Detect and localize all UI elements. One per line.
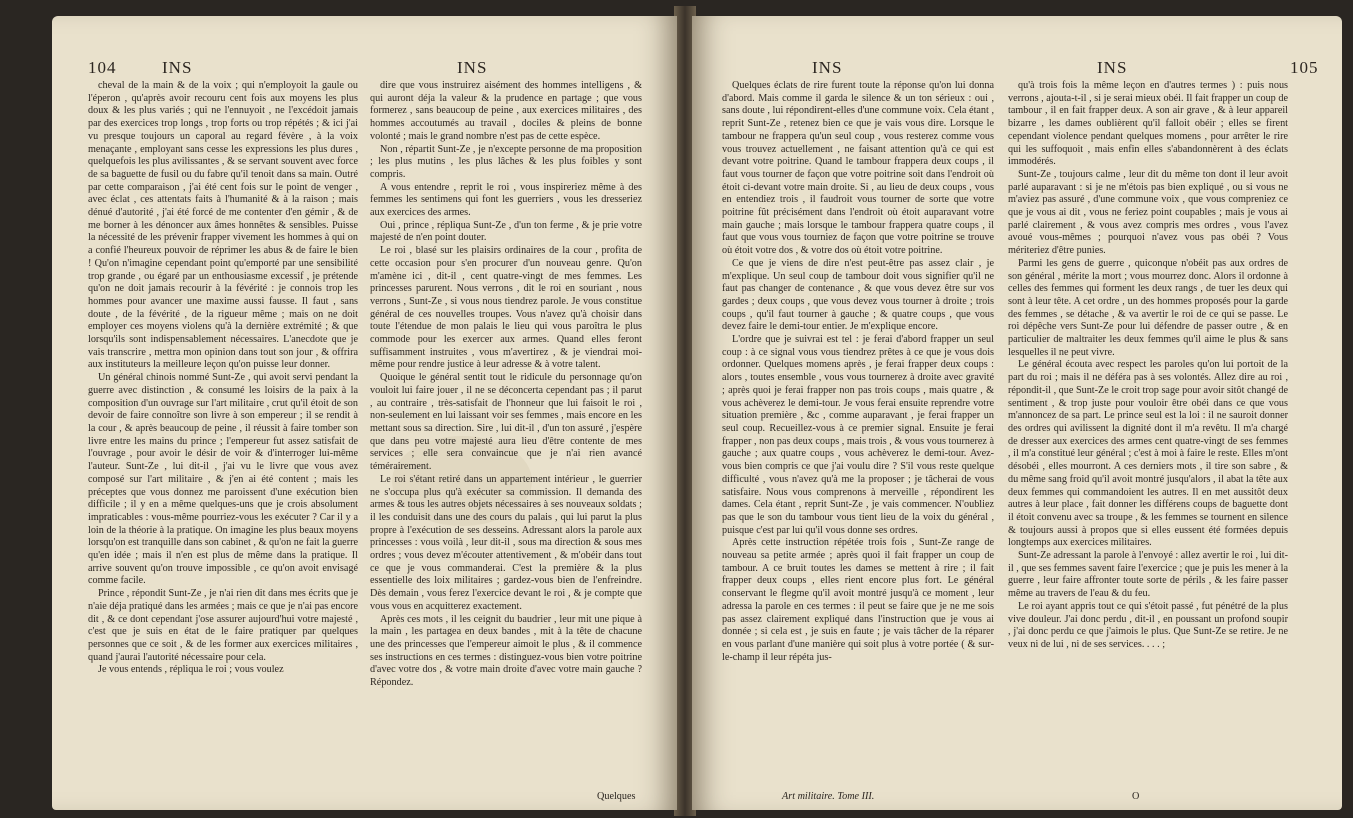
paragraph: Sunt-Ze adressant la parole à l'envoyé : allez avertir le roi , lui dit-il , que ses femmes savent faire l'exercice ; que je puis les mener à la guerre , leur faire affronter toute sorte de périls , & les faire passer même au travers de l'eau & du feu. <box>1008 550 1289 600</box>
right-column-2 <box>1008 80 1288 652</box>
right-page-number: 105 <box>1290 58 1319 77</box>
left-header-ins-left: INS <box>162 58 193 77</box>
left-page-number: 104 <box>88 58 117 77</box>
paragraph: Parmi les gens de guerre , quiconque n'obéit pas aux ordres de son général , mérite la mort ; vous mourrez donc. Alors il ordonne à celles des femmes qui forment les deux rangs , de tuer les deux qui sont à leur tête. A cet ordre , un des hommes proposés pour la garde des femmes , se détache , & va avertir le roi de ce qui se passe. Le roi dépêche vers Sunt-Ze pour lui défendre de passer outre , & en particulier de maltraiter les deux femmes qu'il aime le plus & sans lesquelles il ne peut vivre. <box>1008 257 1288 358</box>
left-page <box>52 16 677 810</box>
right-header-ins-left: INS <box>812 58 843 77</box>
right-signature-mark: O <box>1132 791 1140 802</box>
paragraph: Ce que je viens de dire n'est peut-être pas assez clair , je m'explique. Un seul coup de tambour doit vous signifier qu'il ne faut pas changer de contenance , & que vous devez être sur vos gardes ; deux coups , que vous devez vous tourner à droite ; trois coups , qu'il faut tourner à gauche ; & quatre coups , que vous devez faire le demi-tour entier. Je m'explique encore. <box>722 257 994 333</box>
paragraph: Prince , répondit Sunt-Ze , je n'ai rien dit dans mes écrits que je n'aie déja pratiqué dans les armées ; mais ce que je n'ai pas encore dit , & ce dont cependant j'ose assurer aujourd'hui votre majesté , c'est que je suis en état de le faire pratiquer par quelques personnes que ce soit , & de les former aux exercices militaires , quand j'aurai l'autorité nécessaire pour cela. <box>88 588 358 663</box>
paragraph: Le roi s'étant retiré dans un appartement intérieur , le guerrier ne s'occupa plus qu'à exécuter sa commission. Il demanda des armes & tous les autres objets nécessaires à ses nouveaux soldats ; il les conduisit dans une des cours du palais , qui lui parut la plus propre à l'exécution de ses desseins. Adressant alors la parole aux princesses : vous voilà , leur dit-il , sous ma direction & sous mes ordres ; vous devez m'écouter attentivement , & m'obéir dans tout ce que je vous commanderai. C'est la première & la plus essentielle des loix militaires ; gardez-vous bien de l'enfreindre. Dès demain , vous ferez l'exercice devant le roi , & je compte que vous vous en acquitterez exactement. <box>370 473 642 612</box>
left-header-ins-right: INS <box>457 58 488 77</box>
paragraph: Quoique le général sentit tout le ridicule du personnage qu'on vouloit lui faire jouer , il ne se déconcerta cependant pas ; il parut , au contraire , très-satisfait de l'honneur que lui faisoit le roi , non-seulement en lui laissant voir ses femmes , mais encore en les mettant sous sa direction. Sire , lui dit-il , d'un ton assuré , j'espère que dans peu votre majesté aura lieu d'être contente de mes services ; elle sera convaincue que je n'ai rien avancé témérairement. <box>370 372 642 473</box>
paragraph: A vous entendre , reprit le roi , vous inspireriez même à des femmes les sentimens qui font les guerriers , vous les dresseriez aux exercices des armes. <box>370 181 642 219</box>
left-column-2 <box>370 80 642 690</box>
right-header-ins-right: INS <box>1097 58 1128 77</box>
right-footer-title: Art militaire. Tome III. <box>782 791 875 802</box>
paragraph: cheval de la main & de la voix ; qui n'employoit la gaule ou l'éperon , qu'après avoir recouru cent fois aux moyens les plus doux & les plus variés ; qui ne l'ennuyoit , ne l'excédoit jamais par des exercices trop longs , trop forts ou trop répétés ; & ici j'ai vu presque toujours un caporal au regard févère , à la voix menaçante , employant sans cesse les expressions les plus dures , quelquefois les plus avilissantes , & se servant souvent avec force de sa baguette de fusil ou du fabre qu'il tenoit dans sa main. Outré par cette comparaison , j'ai été cent fois sur le point de venger , avec éclat , ces attentats faits à l'humanité & à la raison ; mais dénué d'autorité , j'ai été forcé de me contenter d'en gémir , & de me borner à les dénoncer aux âmes honnêtes & sensibles. Puisse la nécessité de les prévenir frapper vivement les hommes à qui on a confié l'heureux pouvoir de réprimer les abus & de faire le bien ! Qu'on n'imagine cependant point qu'emporté par une sensibilité trop grande , ou égaré par un enthousiasme excessif , je prétende qu'on ne doit jamais recourir à la févérité : je connois trop les hommes pour avancer une maxime aussi fausse. Il faut , sans doute , de la févérité , de la rigueur même ; mais on ne doit employer ces moyens violens qu'à la dernière extrémité ; & que lorsqu'ils sont indispensablement nécessaires. L'anecdote que je vais transcrire , mettra mon opinion dans tout son jour , & offrira aux instituteurs la meilleure leçon qu'on puisse leur donner. <box>88 80 358 371</box>
paragraph: Je vous entends , répliqua le roi ; vous voulez <box>98 664 284 676</box>
open-book <box>52 6 1342 816</box>
left-column-1 <box>88 80 358 677</box>
paragraph: Le roi , blasé sur les plaisirs ordinaires de la cour , profita de cette occasion pour s'en procurer d'un nouveau genre. Qu'on m'amène ici , dit-il , cent quatre-vingt de mes femmes. Les princesses parurent. Nous verrons , dit le roi en souriant , nous verrons , Sunt-Ze , si vous nous tiendrez parole. Je vous constitue général de ces nouvelles troupes. Vous n'avez qu'à choisir dans toute l'étendue de mon palais le lieu qui vous paroîtra le plus commode pour les exercer aux armes. Quand elles feront suffisamment instruites , vous m'avertirez , & je viendrai moi-même pour rendre justice à leur adresse & à votre talent. <box>370 245 642 371</box>
paragraph: qu'à trois fois la même leçon en d'autres termes ) : puis nous verrons , ajouta-t-il , si je serai mieux obéi. Il fait frapper un coup de tambour , il en fait frapper deux. A son air grave , & à leur appareil bizarre , les dames oublièrent qu'il falloit obéir ; elles se firent cependant violence pendant quelques momens , pour arrêter le rire qui les suffoquoit , mais enfin elles s'abandonnèrent à des éclats immodérés. <box>1008 80 1288 168</box>
paragraph: L'ordre que je suivrai est tel : je ferai d'abord frapper un seul coup : à ce signal vous vous tiendrez prêtes à ce que je vous dois ordonner. Quelques momens après , je ferai frapper deux coups : alors , toutes ensemble , vous vous tournerez à droite avec gravité ; après quoi je ferai frapper non pas trois coups , mais quatre , & vous achèverez le demi-tour. Je vous ferai ensuite reprendre votre situation première , &c , comme auparavant , je ferai frapper un seul coup. Recueillez-vous à ce premier signal. Ensuite je ferai frapper , non pas deux coups , mais trois , & vous vous tournerez à gauche ; aux quatre coups , vous achèverez le demi-tour. Avez-vous bien compris ce que j'ai voulu dire ? S'il vous reste quelque difficulté , vous n'avez qu'à me la proposer ; je tâcherai de vous satisfaire. Nous vous comprenons à merveille , répondirent les dames. Cela étant , reprit Sunt-Ze , je vais commencer. N'oubliez pas que le son du tambour vous tient lieu de la voix du général , puisque c'est par lui qu'il vous donne ses ordres. <box>722 334 994 536</box>
paragraph: Après cette instruction répétée trois fois , Sunt-Ze range de nouveau sa petite armée ; après quoi il fait frapper un coup de tambour. A ce bruit toutes les dames se mettent à rire ; il fait frapper deux coups , elles rient encore plus fort. Le général conservant le flegme qu'il avoit montré jusqu'à ce moment , leur adressa la parole en ces termes : il peut se faire que je ne me sois pas assez clairement expliqué dans l'instruction que je vous ai donnée ; si cela est , je suis en faute ; je vais tâcher de la réparer en vous parlant d'une manière qui soit plus à votre portée ( & sur-le-champ il leur répéta jus- <box>722 537 994 663</box>
paragraph: Le roi ayant appris tout ce qui s'étoit passé , fut pénétré de la plus vive douleur. J'ai donc perdu , dit-il , en poussant un profond soupir , j'ai donc perdu ce que j'aimois le plus. Que Sunt-Ze se retire. Je ne veux ni de lui , ni de ses services. . . . ; <box>1008 600 1288 650</box>
paragraph: Le général écouta avec respect les paroles qu'on lui portoit de la part du roi ; mais il ne déféra pas à ses volontés. Allez dire au roi , répondit-il , que Sunt-Ze le croit trop sage pour avoir sitôt changé de sentiment , & trop juste pour vouloir être obéi dans ce que vous m'annoncez de sa part. Le prince seul est la loi : il ne sauroit donner des ordres qui avilissent la dignité dont il m'a revêtu. Il m'a chargé de dresser aux exercices des armes cent quatre-vingt de ses femmes , il m'a constitué leur général ; c'est à moi à faire le reste. Elles m'ont désobéi , elles mourront. A ces derniers mots , il tire son sabre , & du même sang froid qu'il avoit montré jusqu'alors , il abat la tête aux deux femmes qui commandoient les autres. Il en met aussitôt deux autres à leur place , fait donner les différens coups de baguette dont il étoit convenu avec sa troupe , & les femmes se tournent en silence & toujours aussi à propos que si elles eussent été formées depuis longtemps aux exercices militaires. <box>1008 359 1288 549</box>
paragraph: Sunt-Ze , toujours calme , leur dit du même ton dont il leur avoit parlé auparavant : si je ne m'étois pas bien expliqué , ou si vous ne m'aviez pas assuré , d'une commune voix , que vous compreniez ce que je vous ai dit , vous ne feriez point coupables ; mais je vous ai parlé clairement , & vous avez compris mes ordres , vous l'avez avoué vous-mêmes ; pourquoi n'avez vous pas obéi ? Vous mériteriez d'être punies. <box>1008 168 1288 257</box>
paragraph: Un général chinois nommé Sunt-Ze , qui avoit servi pendant la guerre avec distinction , & consumé les loisirs de la paix à la composition d'un ouvrage sur l'art militaire , crut qu'il étoit de son devoir de faire connoître son livre à son empereur ; il se rendit à la cour , & après beaucoup de peine , il réussit à faire tomber son livre entre les mains du prince ; l'empereur fut assez satisfait de l'ouvrage , pour avoir le désir de voir & d'interroger lui-même l'auteur. Sunt-Ze , lui dit-il , j'ai vu le livre que vous avez composé sur l'art militaire , & j'en ai été content ; mais les préceptes que vous donnez me paroissent d'une exécution bien difficile ; il y en a même quelques-uns que je crois absolument impraticables : vous-même pourriez-vous les exécuter ? Car il y a loin de la théorie à la pratique. On imagine les plus beaux moyens lorsqu'on est tranquille dans son cabinet , & qu'on ne fait la guerre qu'en idée ; mais il n'en est plus de même dans la pratique. Il arrive souvent qu'on trouve impossible , ce qu'on avoit envisagé comme facile. <box>88 372 358 587</box>
left-catchword: Quelques <box>597 791 636 802</box>
paragraph: dire que vous instruirez aisément des hommes intelligens , & qui auront déja la valeur & la prudence en partage ; que vous formerez , sans beaucoup de peine , aux exercices militaires , des hommes accoutumés au travail , dociles & pleins de bonne volonté ; mais le grand nombre n'est pas de cette espèce. <box>370 80 642 142</box>
right-page <box>692 16 1342 810</box>
paragraph: Après ces mots , il les ceignit du baudrier , leur mit une pique à la main , les partagea en deux bandes , mit à la tête de chacune une des princesses que l'empereur aimoit le plus , & il commence ses instructions en ces termes : distinguez-vous bien votre poitrine d'avec votre dos , & votre main droite d'avec votre main gauche ? Répondez. <box>370 613 642 689</box>
paragraph: Oui , prince , répliqua Sunt-Ze , d'un ton ferme , & je prie votre majesté de n'en point douter. <box>370 219 642 244</box>
paragraph: Quelques éclats de rire furent toute la réponse qu'on lui donna d'abord. Mais comme il garda le silence & un ton sérieux : oui , sans doute , lui répondirent-elles d'une commune voix. Cela étant , reprit Sunt-Ze , retenez bien ce que je vais vous dire. Lorsque le tambour ne frappera qu'un seul coup , vous resterez comme vous vous trouvez actuellement , ne faisant attention qu'à ce qui est devant votre poitrine. Quand le tambour frappera deux coups , il faut vous tourner de façon que votre poitrine soit dans l'endroit où étoit ci-devant votre main droite. Si , au lieu de deux coups , vous en entendiez trois , il faudroit vous tourner de sorte que votre poitrine fût précisément dans l'endroit où étoit auparavant votre main gauche ; mais lorsque le tambour frappera quatre coups , il faut que vous vous tourniez de façon que votre poitrine se trouve où étoit votre dos , & votre dos où étoit votre poitrine. <box>722 80 994 257</box>
right-column-1 <box>722 80 994 664</box>
paragraph: Non , répartit Sunt-Ze , je n'excepte personne de ma proposition ; les plus mutins , les plus lâches & les plus foibles y sont compris. <box>370 143 642 180</box>
